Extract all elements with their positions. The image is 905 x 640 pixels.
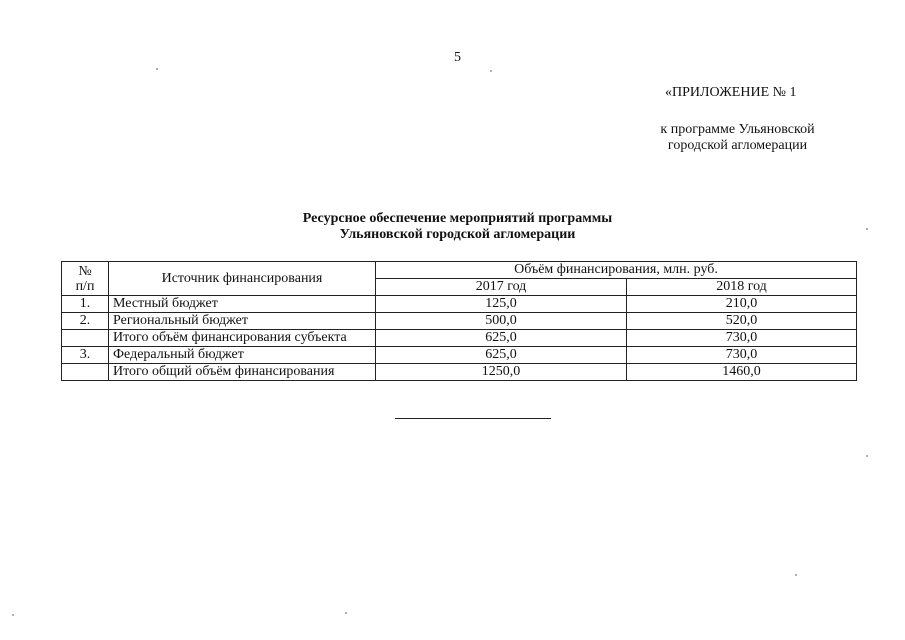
table-row — [62, 296, 857, 313]
scan-speck — [12, 614, 14, 616]
document-title-line2: Ульяновской городской агломерации — [339, 227, 576, 242]
row-number: 3. — [62, 347, 109, 364]
header-year-2017: 2017 год — [376, 279, 627, 296]
row-value-2017: 625,0 — [376, 347, 627, 364]
table-body — [62, 296, 857, 381]
appendix-subtitle-line1: к программе Ульяновской — [660, 122, 815, 137]
scan-speck — [345, 612, 347, 614]
table-row — [62, 330, 857, 347]
page-number: 5 — [454, 50, 461, 65]
row-value-2017: 500,0 — [376, 313, 627, 330]
scan-speck — [490, 70, 492, 72]
row-value-2017: 625,0 — [376, 330, 627, 347]
row-value-2018: 1460,0 — [627, 364, 857, 381]
appendix-subtitle — [640, 122, 835, 154]
appendix-subtitle-line2: городской агломерации — [667, 138, 808, 153]
row-number — [62, 330, 109, 347]
closing-rule — [395, 418, 551, 419]
header-number-line1: № — [78, 263, 92, 279]
table-row — [62, 347, 857, 364]
row-value-2018: 730,0 — [627, 330, 857, 347]
row-source: Федеральный бюджет — [109, 347, 376, 364]
document-title-line1: Ресурсное обеспечение мероприятий программы — [302, 211, 613, 226]
header-number-cell — [62, 262, 109, 296]
header-source: Источник финансирования — [109, 262, 376, 296]
row-source: Региональный бюджет — [109, 313, 376, 330]
appendix-title: «ПРИЛОЖЕНИЕ № 1 — [665, 85, 797, 100]
row-source: Местный бюджет — [109, 296, 376, 313]
row-value-2018: 520,0 — [627, 313, 857, 330]
scan-speck — [866, 455, 868, 457]
row-number: 1. — [62, 296, 109, 313]
row-source: Итого объём финансирования субъекта — [109, 330, 376, 347]
scan-speck — [795, 574, 797, 576]
row-source: Итого общий объём финансирования — [109, 364, 376, 381]
row-number: 2. — [62, 313, 109, 330]
scan-speck — [156, 68, 158, 70]
scan-speck — [866, 228, 868, 230]
document-title — [200, 211, 715, 243]
header-year-2018: 2018 год — [627, 279, 857, 296]
row-value-2018: 210,0 — [627, 296, 857, 313]
row-value-2018: 730,0 — [627, 347, 857, 364]
header-volume: Объём финансирования, млн. руб. — [376, 262, 857, 279]
table-row — [62, 364, 857, 381]
row-value-2017: 1250,0 — [376, 364, 627, 381]
table-row — [62, 313, 857, 330]
row-value-2017: 125,0 — [376, 296, 627, 313]
header-number-line2: п/п — [75, 278, 95, 294]
funding-table — [61, 261, 857, 381]
row-number — [62, 364, 109, 381]
table-header-row — [62, 262, 857, 279]
